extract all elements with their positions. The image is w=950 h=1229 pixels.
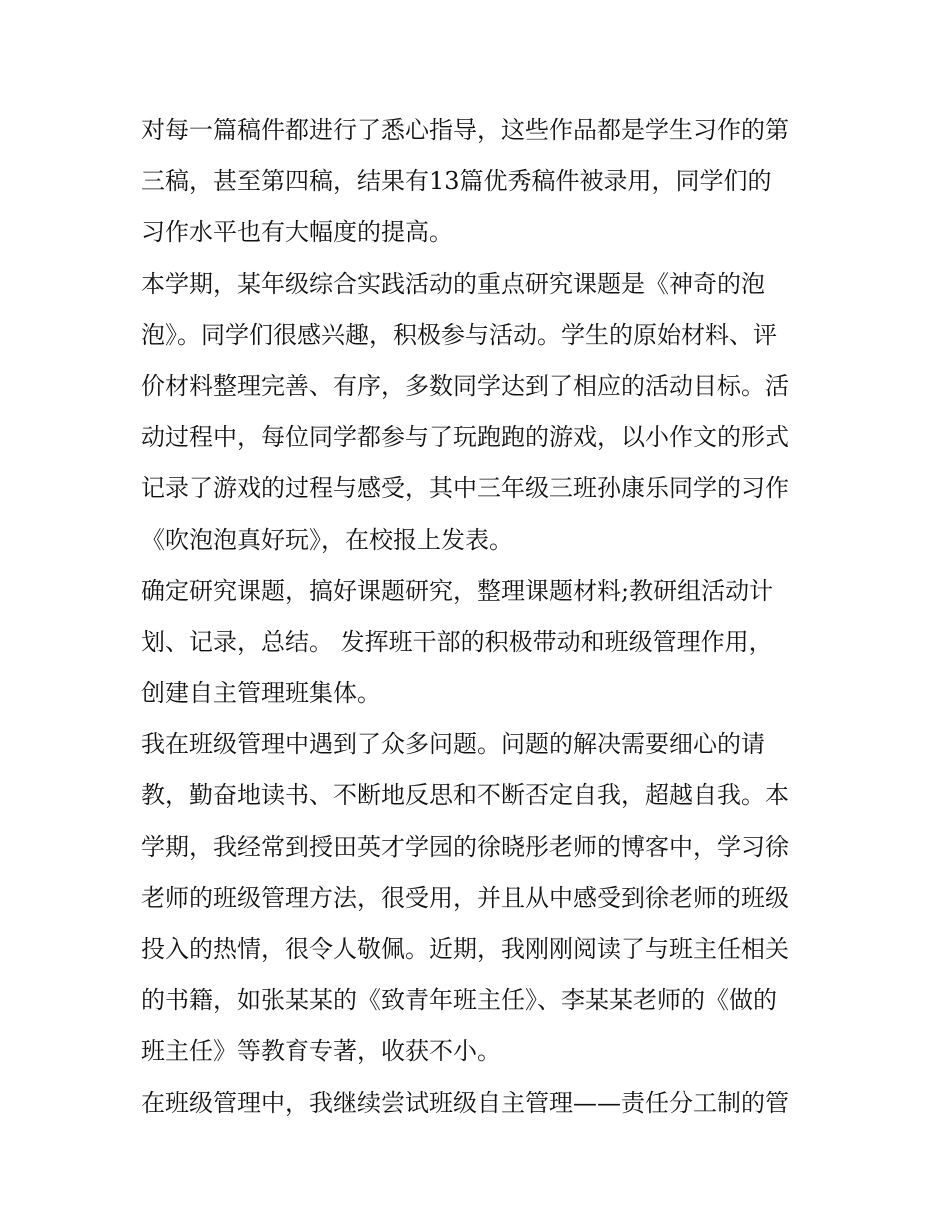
text-line: 泡》。同学们很感兴趣，积极参与活动。学生的原始材料、评 [141, 320, 777, 349]
text-line: 对每一篇稿件都进行了悉心指导，这些作品都是学生习作的第 [141, 116, 789, 144]
body-text [141, 105, 821, 1129]
text-line: 创建自主管理班集体。 [141, 679, 381, 708]
text-line: 投入的热情，很令人敬佩。近期，我刚刚阅读了与班主任相关 [141, 935, 789, 963]
text-line: 记录了游戏的过程与感受，其中三年级三班孙康乐同学的习作 [141, 474, 789, 503]
text-line: 价材料整理完善、有序，多数同学达到了相应的活动目标。活 [141, 371, 789, 400]
text-line: 划、记录，总结。 发挥班干部的积极带动和班级管理作用， [141, 627, 773, 656]
text-line: 学期，我经常到授田英才学园的徐晓彤老师的博客中，学习徐 [141, 832, 789, 861]
text-line: 《吹泡泡真好玩》，在校报上发表。 [141, 525, 513, 554]
text-line: 确定研究课题，搞好课题研究，整理课题材料;教研组活动计 [141, 576, 774, 605]
text-line: 老师的班级管理方法，很受用，并且从中感受到徐老师的班级 [141, 883, 789, 912]
text-line: 本学期，某年级综合实践活动的重点研究课题是《神奇的泡 [141, 269, 765, 298]
text-line: 动过程中，每位同学都参与了玩跑跑的游戏，以小作文的形式 [141, 423, 789, 452]
text-line: 在班级管理中，我继续尝试班级自主管理——责任分工制的管 [141, 1088, 789, 1117]
text-line: 三稿，甚至第四稿，结果有13篇优秀稿件被录用，同学们的 [141, 167, 772, 196]
text-line: 我在班级管理中遇到了众多问题。问题的解决需要细心的请 [141, 730, 765, 759]
text-line: 习作水平也有大幅度的提高。 [141, 218, 453, 247]
text-line: 班主任》等教育专著，收获不小。 [141, 1037, 501, 1066]
text-line: 教，勤奋地读书、不断地反思和不断否定自我，超越自我。本 [141, 781, 789, 810]
text-line: 的书籍，如张某某的《致青年班主任》、李某某老师的《做的 [141, 986, 777, 1015]
